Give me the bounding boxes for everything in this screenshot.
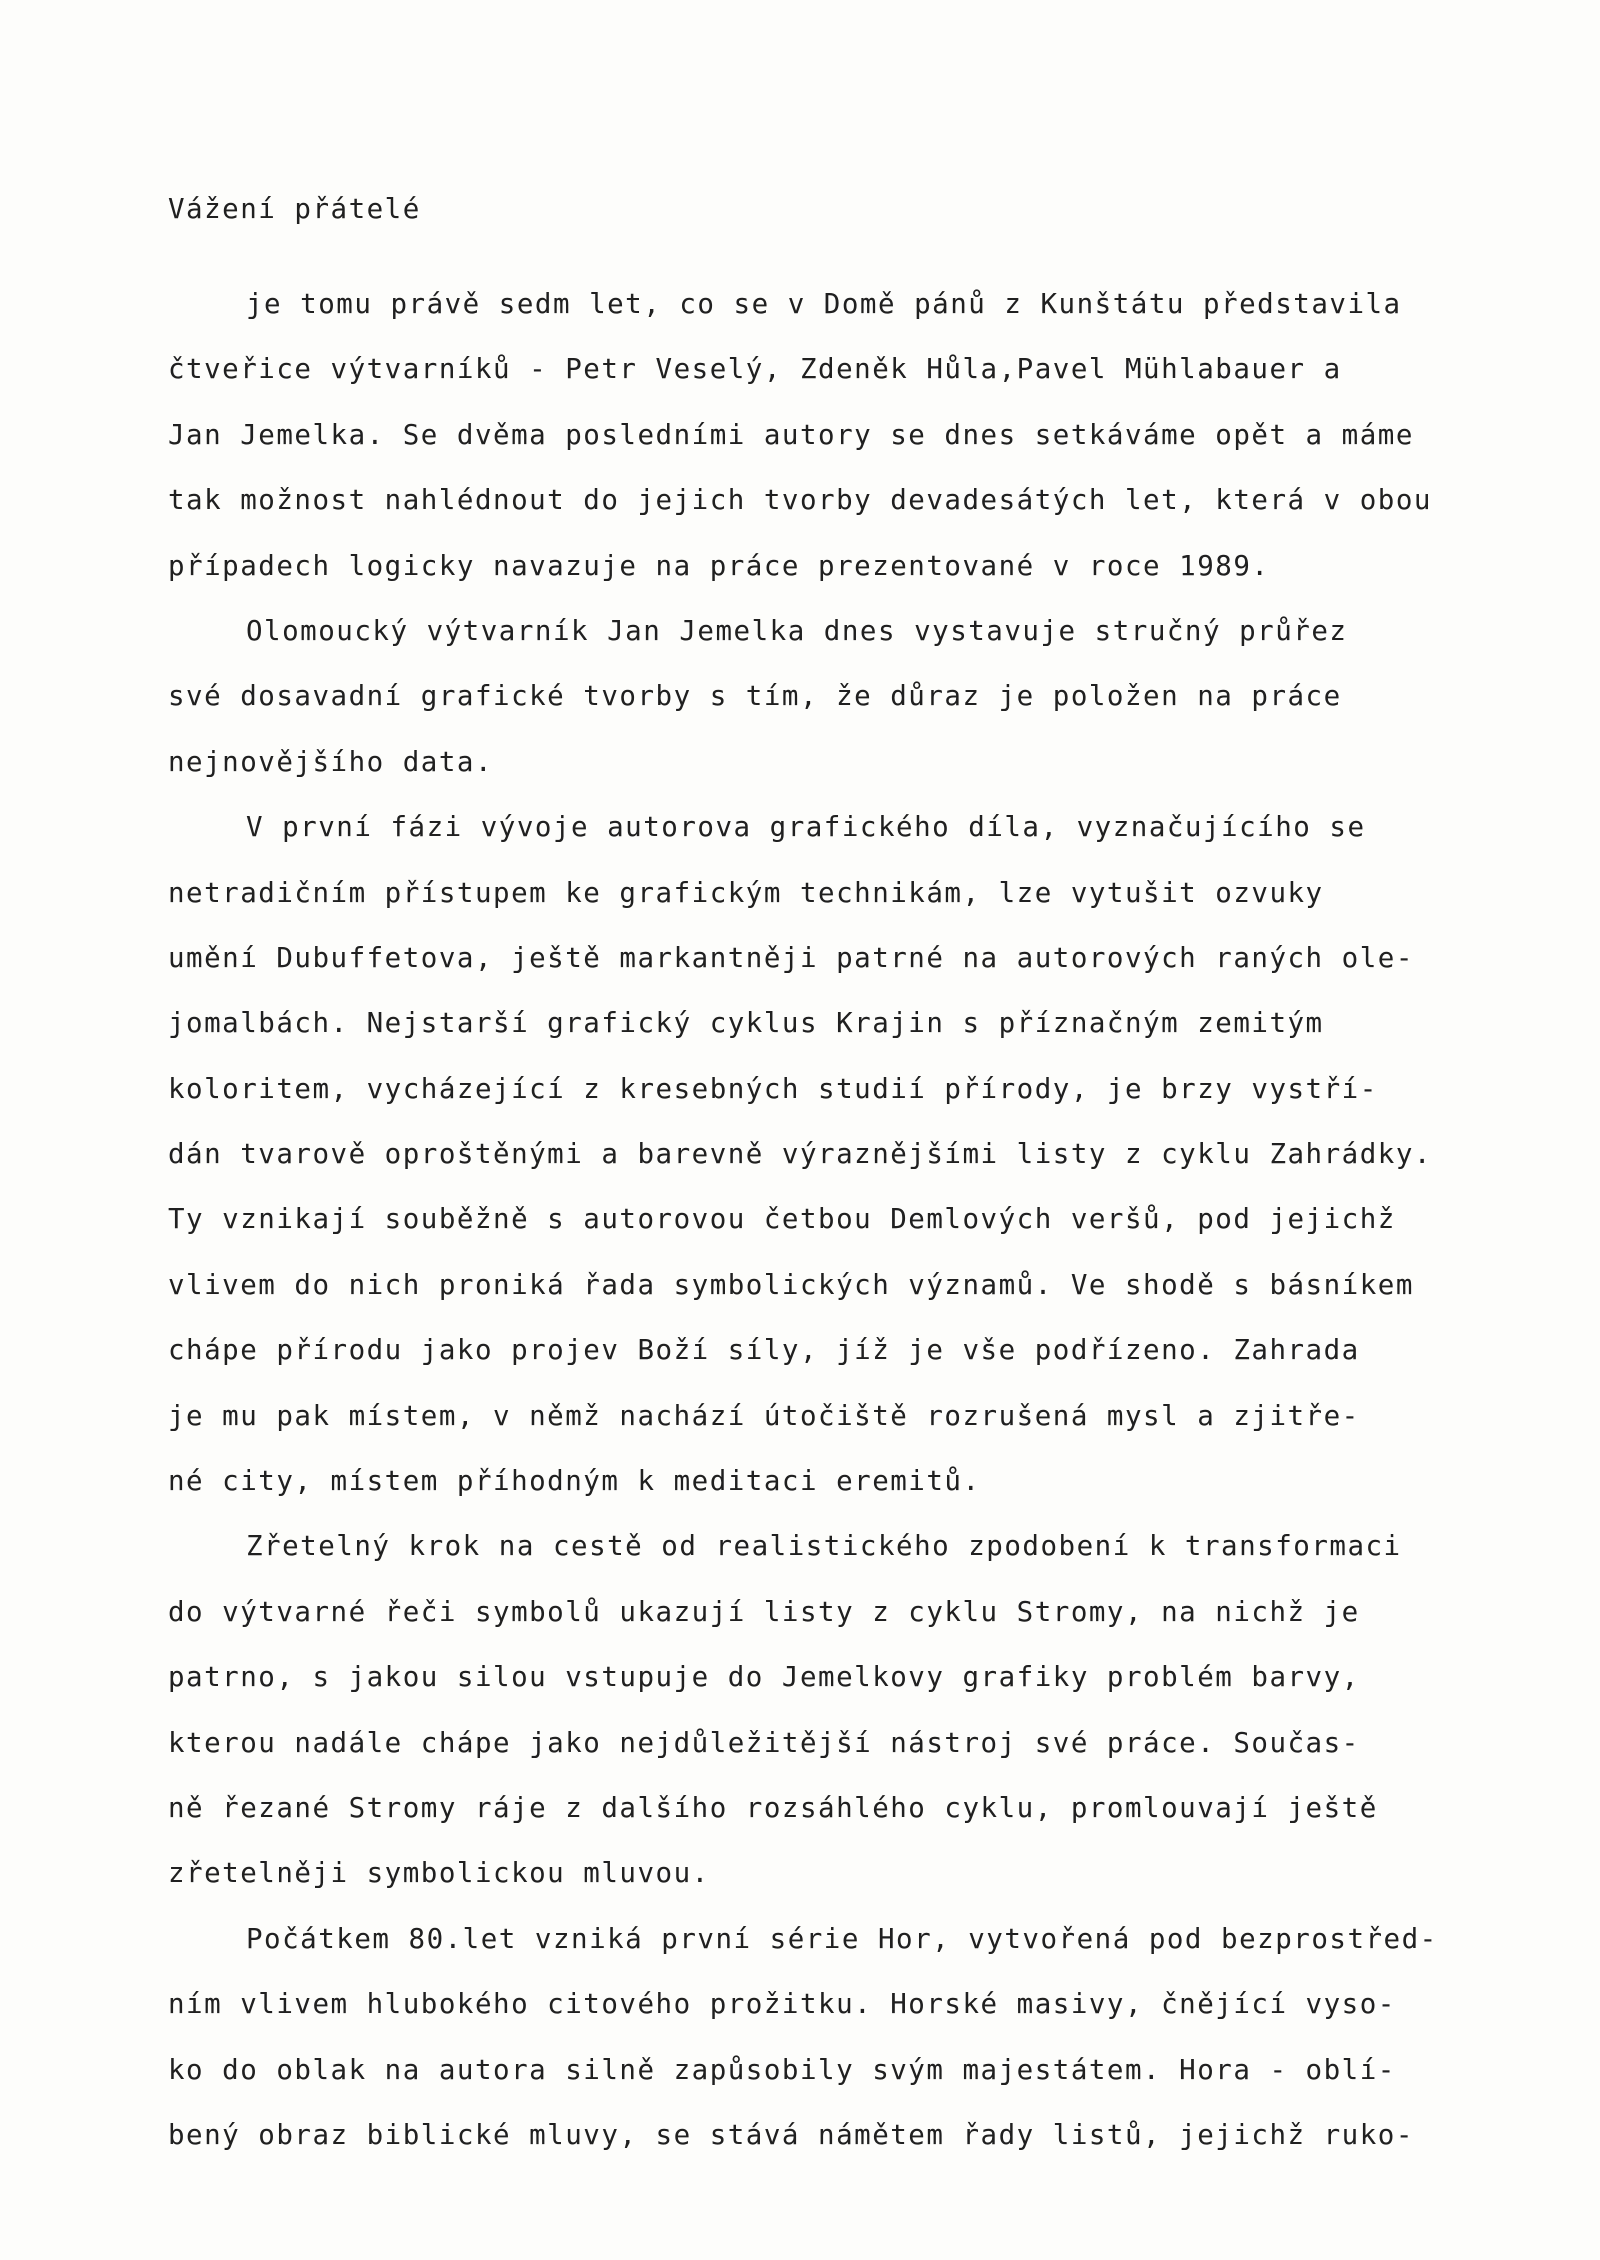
paragraph-3 [168, 795, 1568, 1514]
text-line: čtveřice výtvarníků - Petr Veselý, Zdeněk Hůla,Pavel Mühlabauer a [168, 353, 1342, 386]
text-line: V první fázi vývoje autorova grafického díla, vyznačujícího se [246, 811, 1366, 844]
text-line: Ty vznikají souběžně s autorovou četbou Demlových veršů, pod jejichž [168, 1203, 1396, 1236]
typed-letter [168, 176, 1568, 2168]
paragraph-5 [168, 1907, 1568, 2169]
text-line: případech logicky navazuje na práce prezentované v roce 1989. [168, 549, 1270, 582]
text-line: ně řezané Stromy ráje z dalšího rozsáhlého cyklu, promlouvají ještě [168, 1791, 1378, 1824]
text-line: Zřetelný krok na cestě od realistického zpodobení k transformaci [246, 1530, 1402, 1563]
text-line: jomalbách. Nejstarší grafický cyklus Krajin s příznačným zemitým [168, 1007, 1324, 1040]
text-line: kterou nadále chápe jako nejdůležitější nástroj své práce. Součas- [168, 1726, 1360, 1759]
paragraph-4 [168, 1514, 1568, 1906]
text-line: ním vlivem hlubokého citového prožitku. Horské masivy, čnějící vyso- [168, 1988, 1396, 2021]
text-line: netradičním přístupem ke grafickým technikám, lze vytušit ozvuky [168, 876, 1324, 909]
text-line: své dosavadní grafické tvorby s tím, že důraz je položen na práce [168, 680, 1342, 713]
text-line: ko do oblak na autora silně zapůsobily svým majestátem. Hora - oblí- [168, 2053, 1396, 2086]
paragraph-2 [168, 599, 1568, 795]
text-line: chápe přírodu jako projev Boží síly, jíž je vše podřízeno. Zahrada [168, 1334, 1360, 1367]
text-line: bený obraz biblické mluvy, se stává námětem řady listů, jejichž ruko- [168, 2118, 1414, 2151]
text-line: tak možnost nahlédnout do jejich tvorby devadesátých let, která v obou [168, 484, 1432, 517]
text-line: patrno, s jakou silou vstupuje do Jemelkovy grafiky problém barvy, [168, 1661, 1360, 1694]
text-line: né city, místem příhodným k meditaci eremitů. [168, 1465, 981, 1498]
text-line: umění Dubuffetova, ještě markantněji patrné na autorových raných ole- [168, 941, 1414, 974]
text-line: Jan Jemelka. Se dvěma posledními autory se dnes setkáváme opět a máme [168, 418, 1414, 451]
text-line: nejnovějšího data. [168, 745, 494, 778]
text-line: Olomoucký výtvarník Jan Jemelka dnes vystavuje stručný průřez [246, 614, 1348, 647]
text-line: vlivem do nich proniká řada symbolických významů. Ve shodě s básníkem [168, 1268, 1414, 1301]
salutation: Vážení přátelé [168, 193, 421, 225]
text-line: Počátkem 80.let vzniká první série Hor, vytvořená pod bezprostřed- [246, 1922, 1438, 1955]
text-line: koloritem, vycházející z kresebných studií přírody, je brzy vystří- [168, 1072, 1378, 1105]
paragraph-1 [168, 272, 1568, 599]
text-line: je tomu právě sedm let, co se v Domě pánů z Kunštátu představila [246, 288, 1402, 320]
text-line: zřetelněji symbolickou mluvou. [168, 1857, 710, 1890]
text-line: je mu pak místem, v němž nachází útočiště rozrušená mysl a zjitře- [168, 1399, 1360, 1432]
text-line: dán tvarově oproštěnými a barevně výraznějšími listy z cyklu Zahrádky. [168, 1138, 1432, 1171]
text-line: do výtvarné řeči symbolů ukazují listy z cyklu Stromy, na nichž je [168, 1595, 1360, 1628]
